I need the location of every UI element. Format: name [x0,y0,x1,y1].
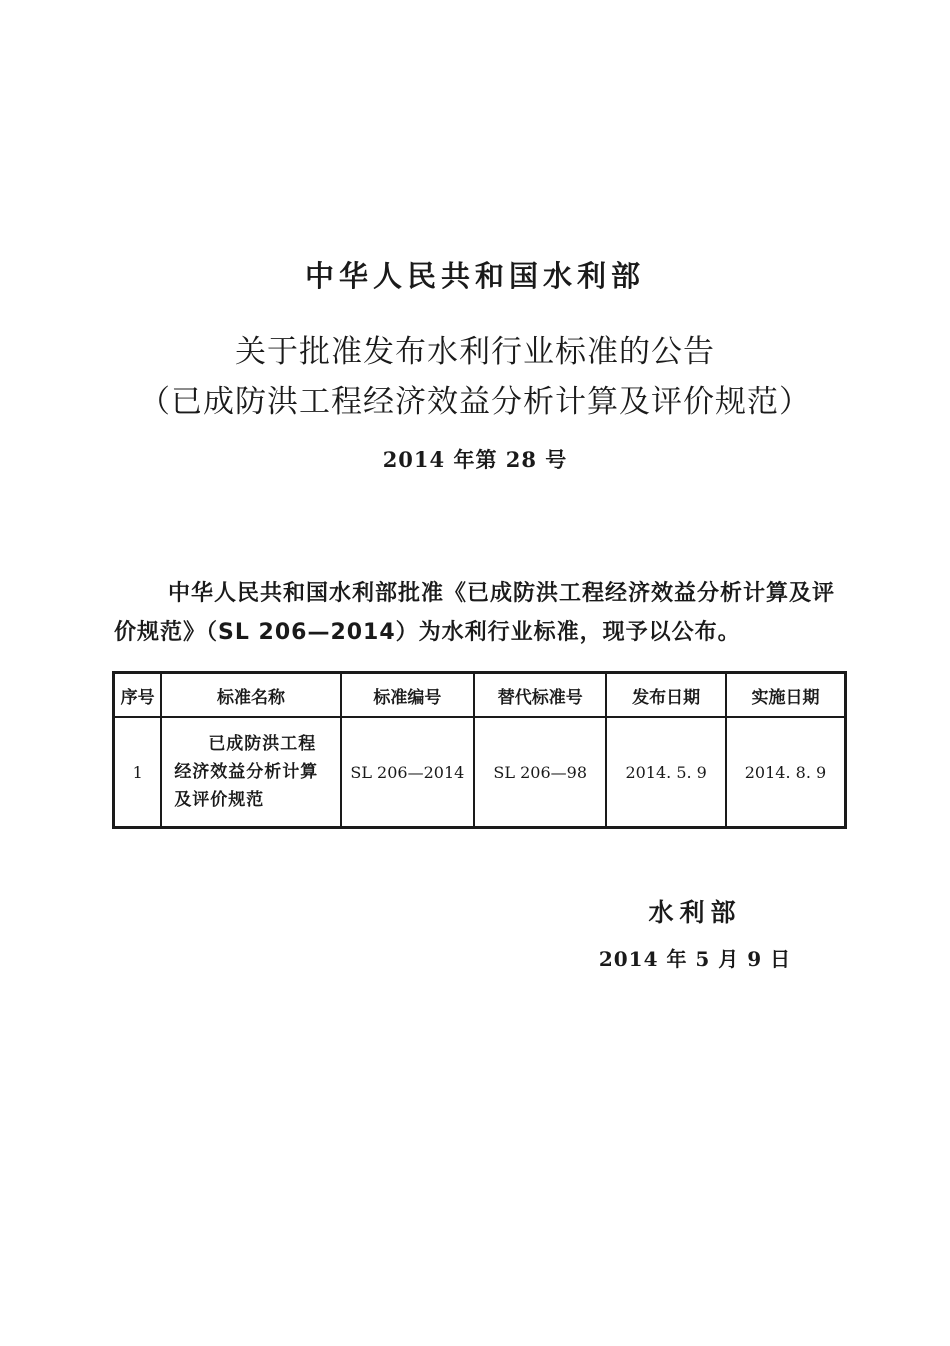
cell-standard-code: SL 206—2014 [341,717,474,828]
ministry-name: 中华人民共和国水利部 [304,259,645,293]
announcement-title: 关于批准发布水利行业标准的公告 [235,334,715,370]
document-number: 2014 年第 28 号 [382,447,568,472]
cell-effective-date: 2014. 8. 9 [726,717,846,828]
cell-replaces: SL 206—98 [474,717,606,828]
cell-publish-date: 2014. 5. 9 [606,717,726,828]
col-header-replaces: 替代标准号 [474,673,606,718]
table-row [114,717,846,828]
col-header-name: 标准名称 [161,673,340,718]
col-header-code: 标准编号 [341,673,474,718]
signing-date: 2014 年 5 月 9 日 [598,947,792,971]
signer-name: 水利部 [648,898,742,927]
announcement-subtitle: （已成防洪工程经济效益分析计算及评价规范） [139,384,811,420]
col-header-index: 序号 [114,673,162,718]
col-header-effective-date: 实施日期 [726,673,846,718]
table-header-row [114,673,846,718]
cell-standard-name: 已成防洪工程经济效益分析计算及评价规范 [161,717,340,828]
col-header-publish-date: 发布日期 [606,673,726,718]
cell-index: 1 [114,717,162,828]
standards-table [112,671,847,829]
announcement-body: 中华人民共和国水利部批准《已成防洪工程经济效益分析计算及评价规范》（SL 206—2014）为水利行业标准，现予以公布。 [114,581,836,645]
